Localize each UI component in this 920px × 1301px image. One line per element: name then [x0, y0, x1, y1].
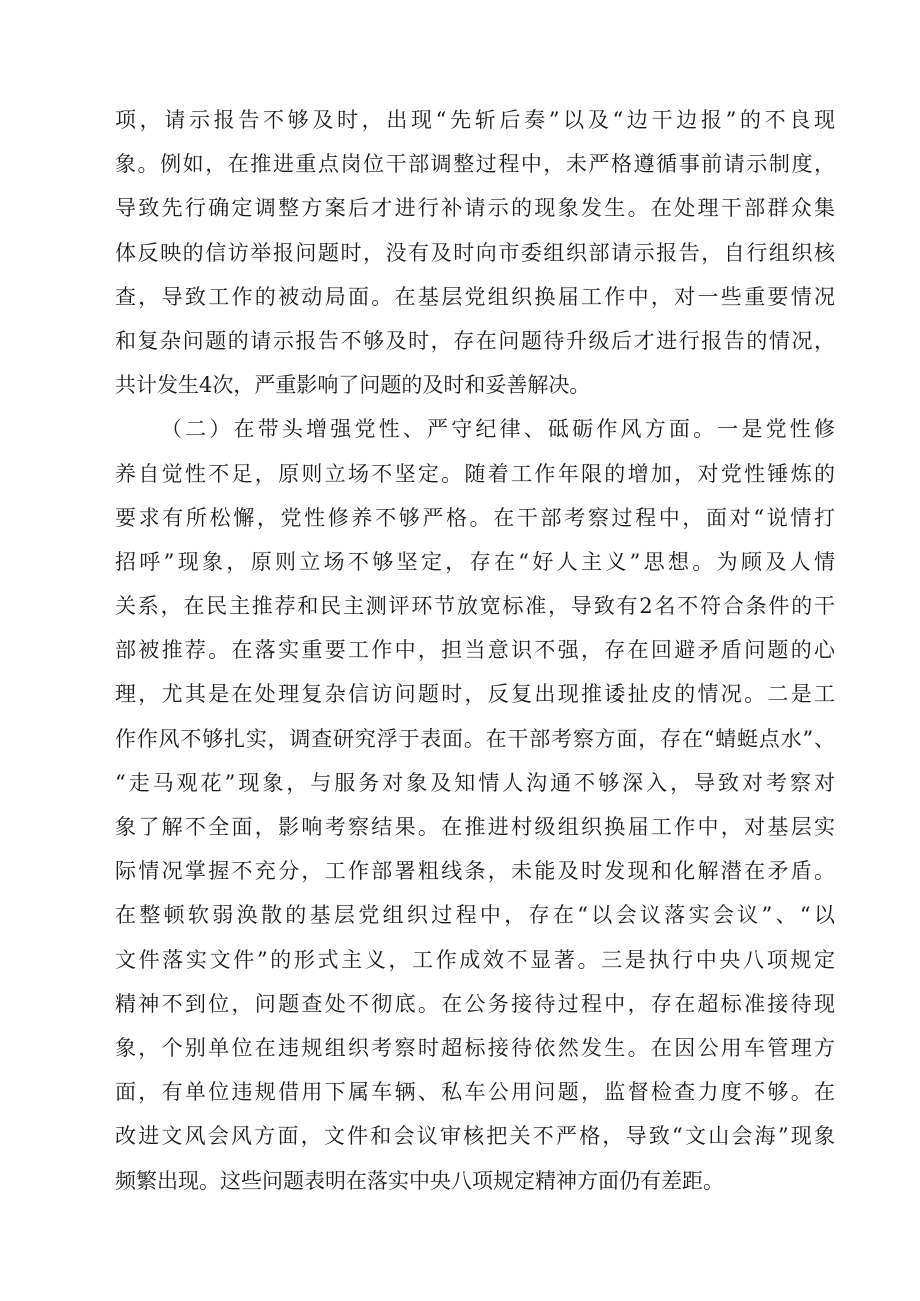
text-line: “走马观花”现象，与服务对象及知情人沟通不够深入，导致对考察对	[115, 770, 835, 795]
text-line: 查，导致工作的被动局面。在基层党组织换届工作中，对一些重要情况	[115, 284, 835, 309]
text-line: 导致先行确定调整方案后才进行补请示的现象发生。在处理干部群众集	[115, 196, 835, 221]
section-heading-line: （二）在带头增强党性、严守纪律、砥砺作风方面。一是党性修	[161, 417, 835, 442]
text-line: 养自觉性不足，原则立场不坚定。随着工作年限的增加，对党性锤炼的	[115, 461, 835, 486]
text-line: 文件落实文件”的形式主义，工作成效不显著。三是执行中央八项规定	[115, 947, 835, 972]
text-line: 在整顿软弱涣散的基层党组织过程中，存在“以会议落实会议”、“以	[115, 903, 835, 928]
text-line: 际情况掌握不充分，工作部署粗线条，未能及时发现和化解潜在矛盾。	[115, 859, 835, 884]
text-line: 面，有单位违规借用下属车辆、私车公用问题，监督检查力度不够。在	[115, 1080, 835, 1105]
body-text	[115, 98, 835, 1203]
text-line: 改进文风会风方面，文件和会议审核把关不严格，导致“文山会海”现象	[115, 1124, 835, 1149]
text-line: 体反映的信访举报问题时，没有及时向市委组织部请示报告，自行组织核	[115, 240, 835, 265]
text-line: 象，个别单位在违规组织考察时超标接待依然发生。在因公用车管理方	[115, 1035, 835, 1060]
text-line: 象了解不全面，影响考察结果。在推进村级组织换届工作中，对基层实	[115, 815, 835, 839]
text-line: 项，请示报告不够及时，出现“先斩后奏”以及“边干边报”的不良现	[115, 108, 835, 132]
text-line: 象。例如，在推进重点岗位干部调整过程中，未严格遵循事前请示制度，	[115, 152, 835, 177]
text-line: 关系，在民主推荐和民主测评环节放宽标准，导致有2名不符合条件的干	[115, 594, 835, 619]
text-line: 理，尤其是在处理复杂信访问题时，反复出现推诿扯皮的情况。二是工	[115, 682, 835, 707]
paragraph-end-line: 共计发生4次，严重影响了问题的及时和妥善解决。	[115, 373, 591, 398]
text-line: 部被推荐。在落实重要工作中，担当意识不强，存在回避矛盾问题的心	[115, 638, 835, 663]
text-line: 要求有所松懈，党性修养不够严格。在干部考察过程中，面对“说情打	[115, 505, 835, 530]
paragraph-end-line: 频繁出现。这些问题表明在落实中央八项规定精神方面仍有差距。	[115, 1168, 724, 1193]
text-line: 作作风不够扎实，调查研究浮于表面。在干部考察方面，存在“蜻蜓点水”、	[115, 726, 835, 751]
text-line: 招呼”现象，原则立场不够坚定，存在“好人主义”思想。为顾及人情	[115, 549, 835, 574]
text-line: 和复杂问题的请示报告不够及时，存在问题待升级后才进行报告的情况，	[115, 328, 835, 353]
text-line: 精神不到位，问题查处不彻底。在公务接待过程中，存在超标准接待现	[115, 991, 835, 1016]
